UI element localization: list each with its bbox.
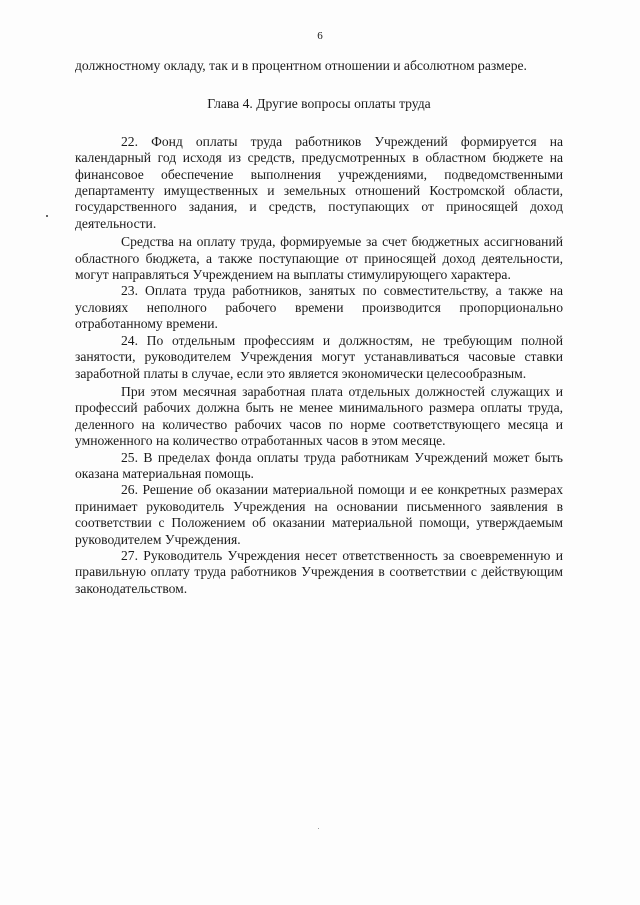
paragraph-24-salary: При этом месячная заработная плата отдельных должностей служащих и профессий рабочих должна быть не менее минимального размера оплаты труда, деленного на количество рабочих часов по норме соответствующего месяца и умноженного на количество отработанных часов в этом месяце. xyxy=(75,383,563,449)
paragraph-23: 23. Оплата труда работников, занятых по совместительству, а также на условиях неполного рабочего времени производится пропорционально отработанному времени. xyxy=(75,283,563,332)
paragraph-22: 22. Фонд оплаты труда работников Учреждений формируется на календарный год исходя из средств, предусмотренных в областном бюджете на финансовое обеспечение выполнения учреждениями, подведомственными департаменту имущественных и земельных отношений Костромской области, государственного задания, и средств, поступающих от приносящей доход деятельности. xyxy=(75,133,563,231)
scan-speck xyxy=(318,828,319,829)
paragraph-25: 25. В пределах фонда оплаты труда работникам Учреждений может быть оказана материальная помощь. xyxy=(75,449,563,481)
paragraph-27: 27. Руководитель Учреждения несет ответственность за своевременную и правильную оплату труда работников Учреждения в соответствии с действующим законодательством. xyxy=(75,547,563,596)
paragraph-24: 24. По отдельным профессиям и должностям, не требующим полной занятости, руководителем Учреждения могут устанавливаться часовые ставки заработной платы в случае, если это является экономически целесообразным. xyxy=(75,332,563,381)
paragraph-continuation: должностному окладу, так и в процентном отношении и абсолютном размере. xyxy=(75,58,527,73)
paragraph-22-funds: Средства на оплату труда, формируемые за счет бюджетных ассигнований областного бюджета, а также поступающие от приносящей доход деятельности, могут направляться Учреждением на выплаты стимулирующего характера. xyxy=(75,234,563,283)
paragraph-26: 26. Решение об оказании материальной помощи и ее конкретных размерах принимает руководитель Учреждения на основании письменного заявления в соответствии с Положением об оказании материальной помощи, утверждаемым руководителем Учреждения. xyxy=(75,482,563,547)
chapter-heading: Глава 4. Другие вопросы оплаты труда xyxy=(207,96,431,112)
scan-speck xyxy=(46,215,48,217)
page-number: 6 xyxy=(317,30,323,42)
document-body xyxy=(75,58,563,597)
